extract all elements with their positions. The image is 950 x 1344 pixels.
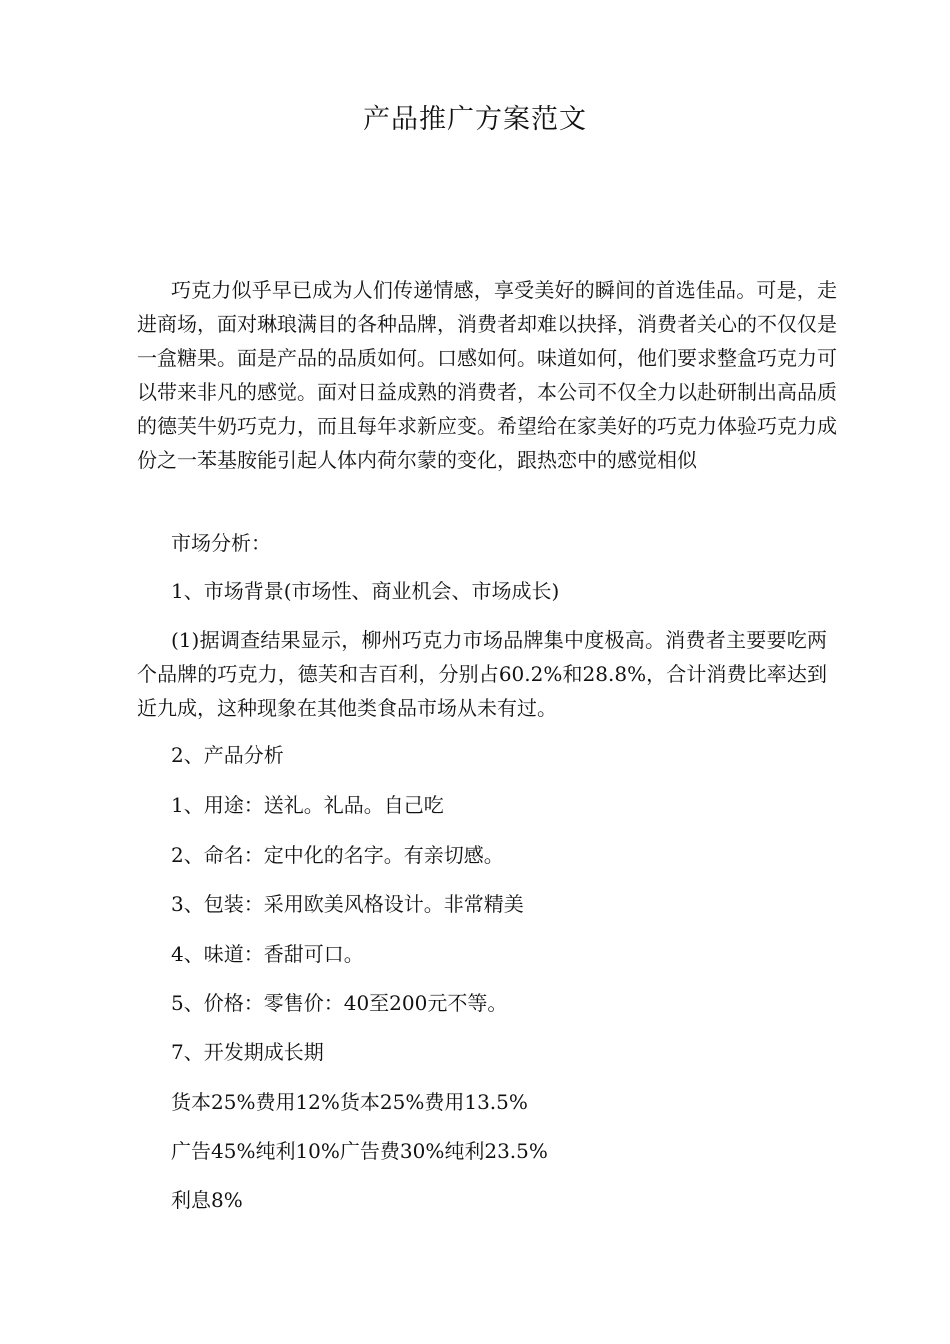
cost-line: 利息8% (171, 1188, 243, 1212)
cost-line: 广告45%纯利10%广告费30%纯利23.5% (171, 1139, 548, 1163)
market-analysis-heading: 市场分析： (171, 531, 271, 555)
product-item: 3、包装：采用欧美风格设计。非常精美 (171, 892, 524, 916)
survey-paragraph: (1)据调查结果显示，柳州巧克力市场品牌集中度极高。消费者主要要吃两个品牌的巧克力，德芙和吉百利，分别占60.2%和28.8%，合计消费比率达到近九成，这种现象在其他类食品市场从未有过。 (137, 628, 827, 720)
product-item: 7、开发期成长期 (171, 1040, 324, 1064)
intro-paragraph: 巧克力似乎早已成为人们传递情感，享受美好的瞬间的首选佳品。可是，走进商场，面对琳琅满目的各种品牌，消费者却难以抉择，消费者关心的不仅仅是一盒糖果。面是产品的品质如何。口感如何。味道如何，他们要求整盒巧克力可以带来非凡的感觉。面对日益成熟的消费者，本公司不仅全力以赴研制出高品质的德芙牛奶巧克力，而且每年求新应变。希望给在家美好的巧克力体验巧克力成份之一苯基胺能引起人体内荷尔蒙的变化，跟热恋中的感觉相似 (137, 278, 837, 472)
product-item: 1、用途：送礼。礼品。自己吃 (171, 793, 444, 817)
cost-line: 货本25%费用12%货本25%费用13.5% (171, 1090, 528, 1114)
product-item: 5、价格：零售价：40至200元不等。 (171, 991, 508, 1015)
document-title: 产品推广方案范文 (363, 104, 587, 135)
product-item: 2、命名：定中化的名字。有亲切感。 (171, 843, 504, 867)
product-item: 4、味道：香甜可口。 (171, 942, 364, 966)
market-background-heading: 1、市场背景(市场性、商业机会、市场成长) (171, 579, 560, 603)
product-analysis-heading: 2、产品分析 (171, 743, 284, 767)
